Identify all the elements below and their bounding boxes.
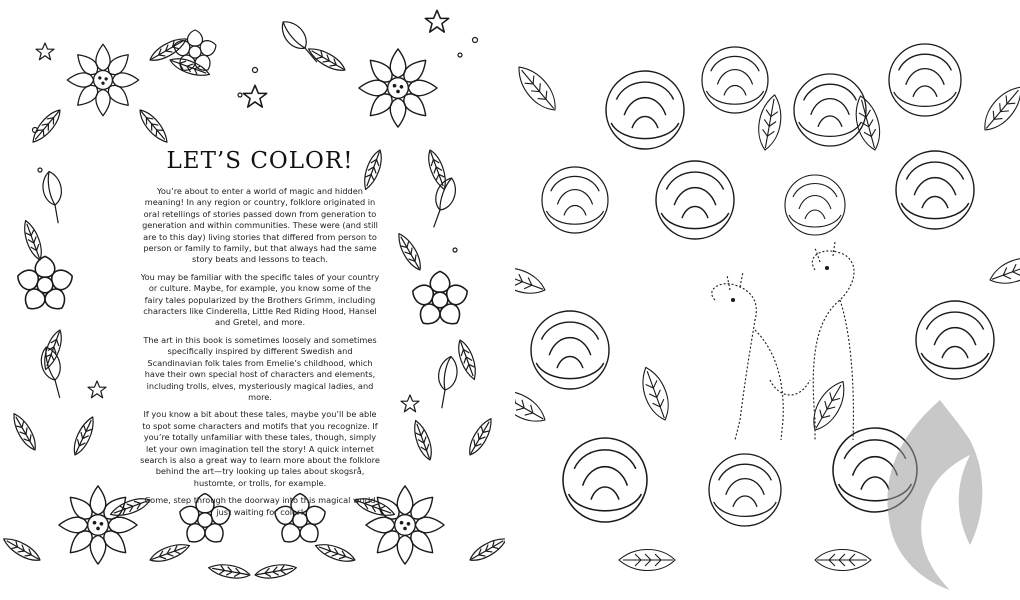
leaf-icon	[70, 414, 99, 457]
page-title: LET’S COLOR!	[166, 148, 354, 174]
left-page	[0, 0, 505, 600]
flower-icon	[172, 30, 218, 74]
leaf-icon	[977, 80, 1020, 136]
flower-icon	[606, 71, 684, 149]
flower-icon	[916, 301, 994, 379]
bud-icon	[38, 345, 69, 400]
flower-icon	[67, 44, 138, 115]
leaf-icon	[806, 376, 852, 435]
bud-icon	[433, 355, 460, 409]
leaf-icon	[135, 106, 171, 146]
star-icon	[88, 381, 106, 398]
leaf-icon	[636, 364, 675, 424]
leaf-icon	[515, 261, 549, 300]
leaf-icon	[815, 550, 871, 571]
bud-icon	[425, 175, 460, 230]
flower-icon	[563, 438, 647, 522]
leaf-icon	[20, 218, 46, 262]
leaf-icon	[454, 338, 480, 382]
star-icon	[425, 10, 448, 32]
star-icon	[401, 395, 419, 412]
leaf-icon	[850, 93, 885, 153]
flower-icon	[896, 151, 974, 229]
leaf-icon	[208, 562, 251, 581]
flower-icon	[410, 271, 470, 328]
flower-icon	[702, 47, 768, 113]
flower-icon	[785, 175, 845, 235]
leaf-icon	[465, 416, 496, 458]
leaf-icon	[28, 106, 64, 146]
leaf-icon	[147, 34, 189, 65]
leaf-icon	[986, 251, 1020, 290]
intro-paragraph: You’re about to enter a world of magic and hidden meaning! In any region or country, folklore originated in oral retellings of stories passed down from generation to generation and within communities. These were (and still are to this day) living stories that differed from person to person or family to family, but that always had the same story beats and lessons to teach.	[142, 186, 378, 265]
leaf-icon	[619, 550, 675, 571]
flower-icon	[656, 161, 734, 239]
flower-icon	[15, 256, 75, 313]
leaf-icon	[148, 540, 192, 566]
flower-icon	[542, 167, 608, 233]
leaf-icon	[254, 562, 297, 581]
leaf-icon	[168, 54, 212, 80]
intro-paragraph: Come, step through the doorway into this magical world just waiting for color!	[144, 495, 376, 517]
leaf-icon	[313, 540, 357, 566]
flower-icon	[889, 44, 961, 116]
flower-icon	[359, 49, 437, 127]
flower-icon	[709, 454, 781, 526]
intro-paragraph: The art in this book is sometimes loosely and sometimes specifically inspired by different Swedish and Scandinavian folk tales from Emelie’s childhood, which have their own special host of characters and elements, including trolls, elves, mysteriously magical ladies, and more.	[143, 334, 377, 402]
bud-icon	[40, 170, 67, 224]
leaf-icon	[467, 534, 505, 565]
leaf-icon	[1, 534, 43, 565]
watermark-logo-icon	[870, 395, 990, 595]
intro-text-block	[140, 148, 380, 524]
leaf-icon	[394, 231, 425, 273]
leaf-icon	[306, 44, 348, 75]
leaf-icon	[410, 418, 436, 462]
intro-paragraph: You may be familiar with the specific tales of your country or culture. Maybe, for example, you know some of the fairy tales popularized by the Brothers Grimm, including characters like Cinderella, Little Red Riding Hood, Hansel and Gretel, and more.	[140, 271, 380, 328]
leaf-icon	[9, 411, 40, 453]
star-icon	[36, 43, 54, 60]
flower-icon	[59, 486, 137, 564]
intro-paragraph: If you know a bit about these tales, maybe you’ll be able to spot some characters and motifs that you recognize. If you’re totally unfamiliar with these tales, though, simply let your own imagination tell the story! A quick internet search is also a great way to learn more about the folklore behind the art—try looking up tales about skogsrå, hustomte, or trolls, for example.	[140, 409, 380, 488]
deer-icon	[712, 242, 854, 440]
star-icon	[243, 85, 266, 107]
leaf-icon	[515, 383, 550, 429]
flower-icon	[794, 74, 866, 146]
leaf-icon	[515, 60, 563, 116]
flower-icon	[531, 311, 609, 389]
